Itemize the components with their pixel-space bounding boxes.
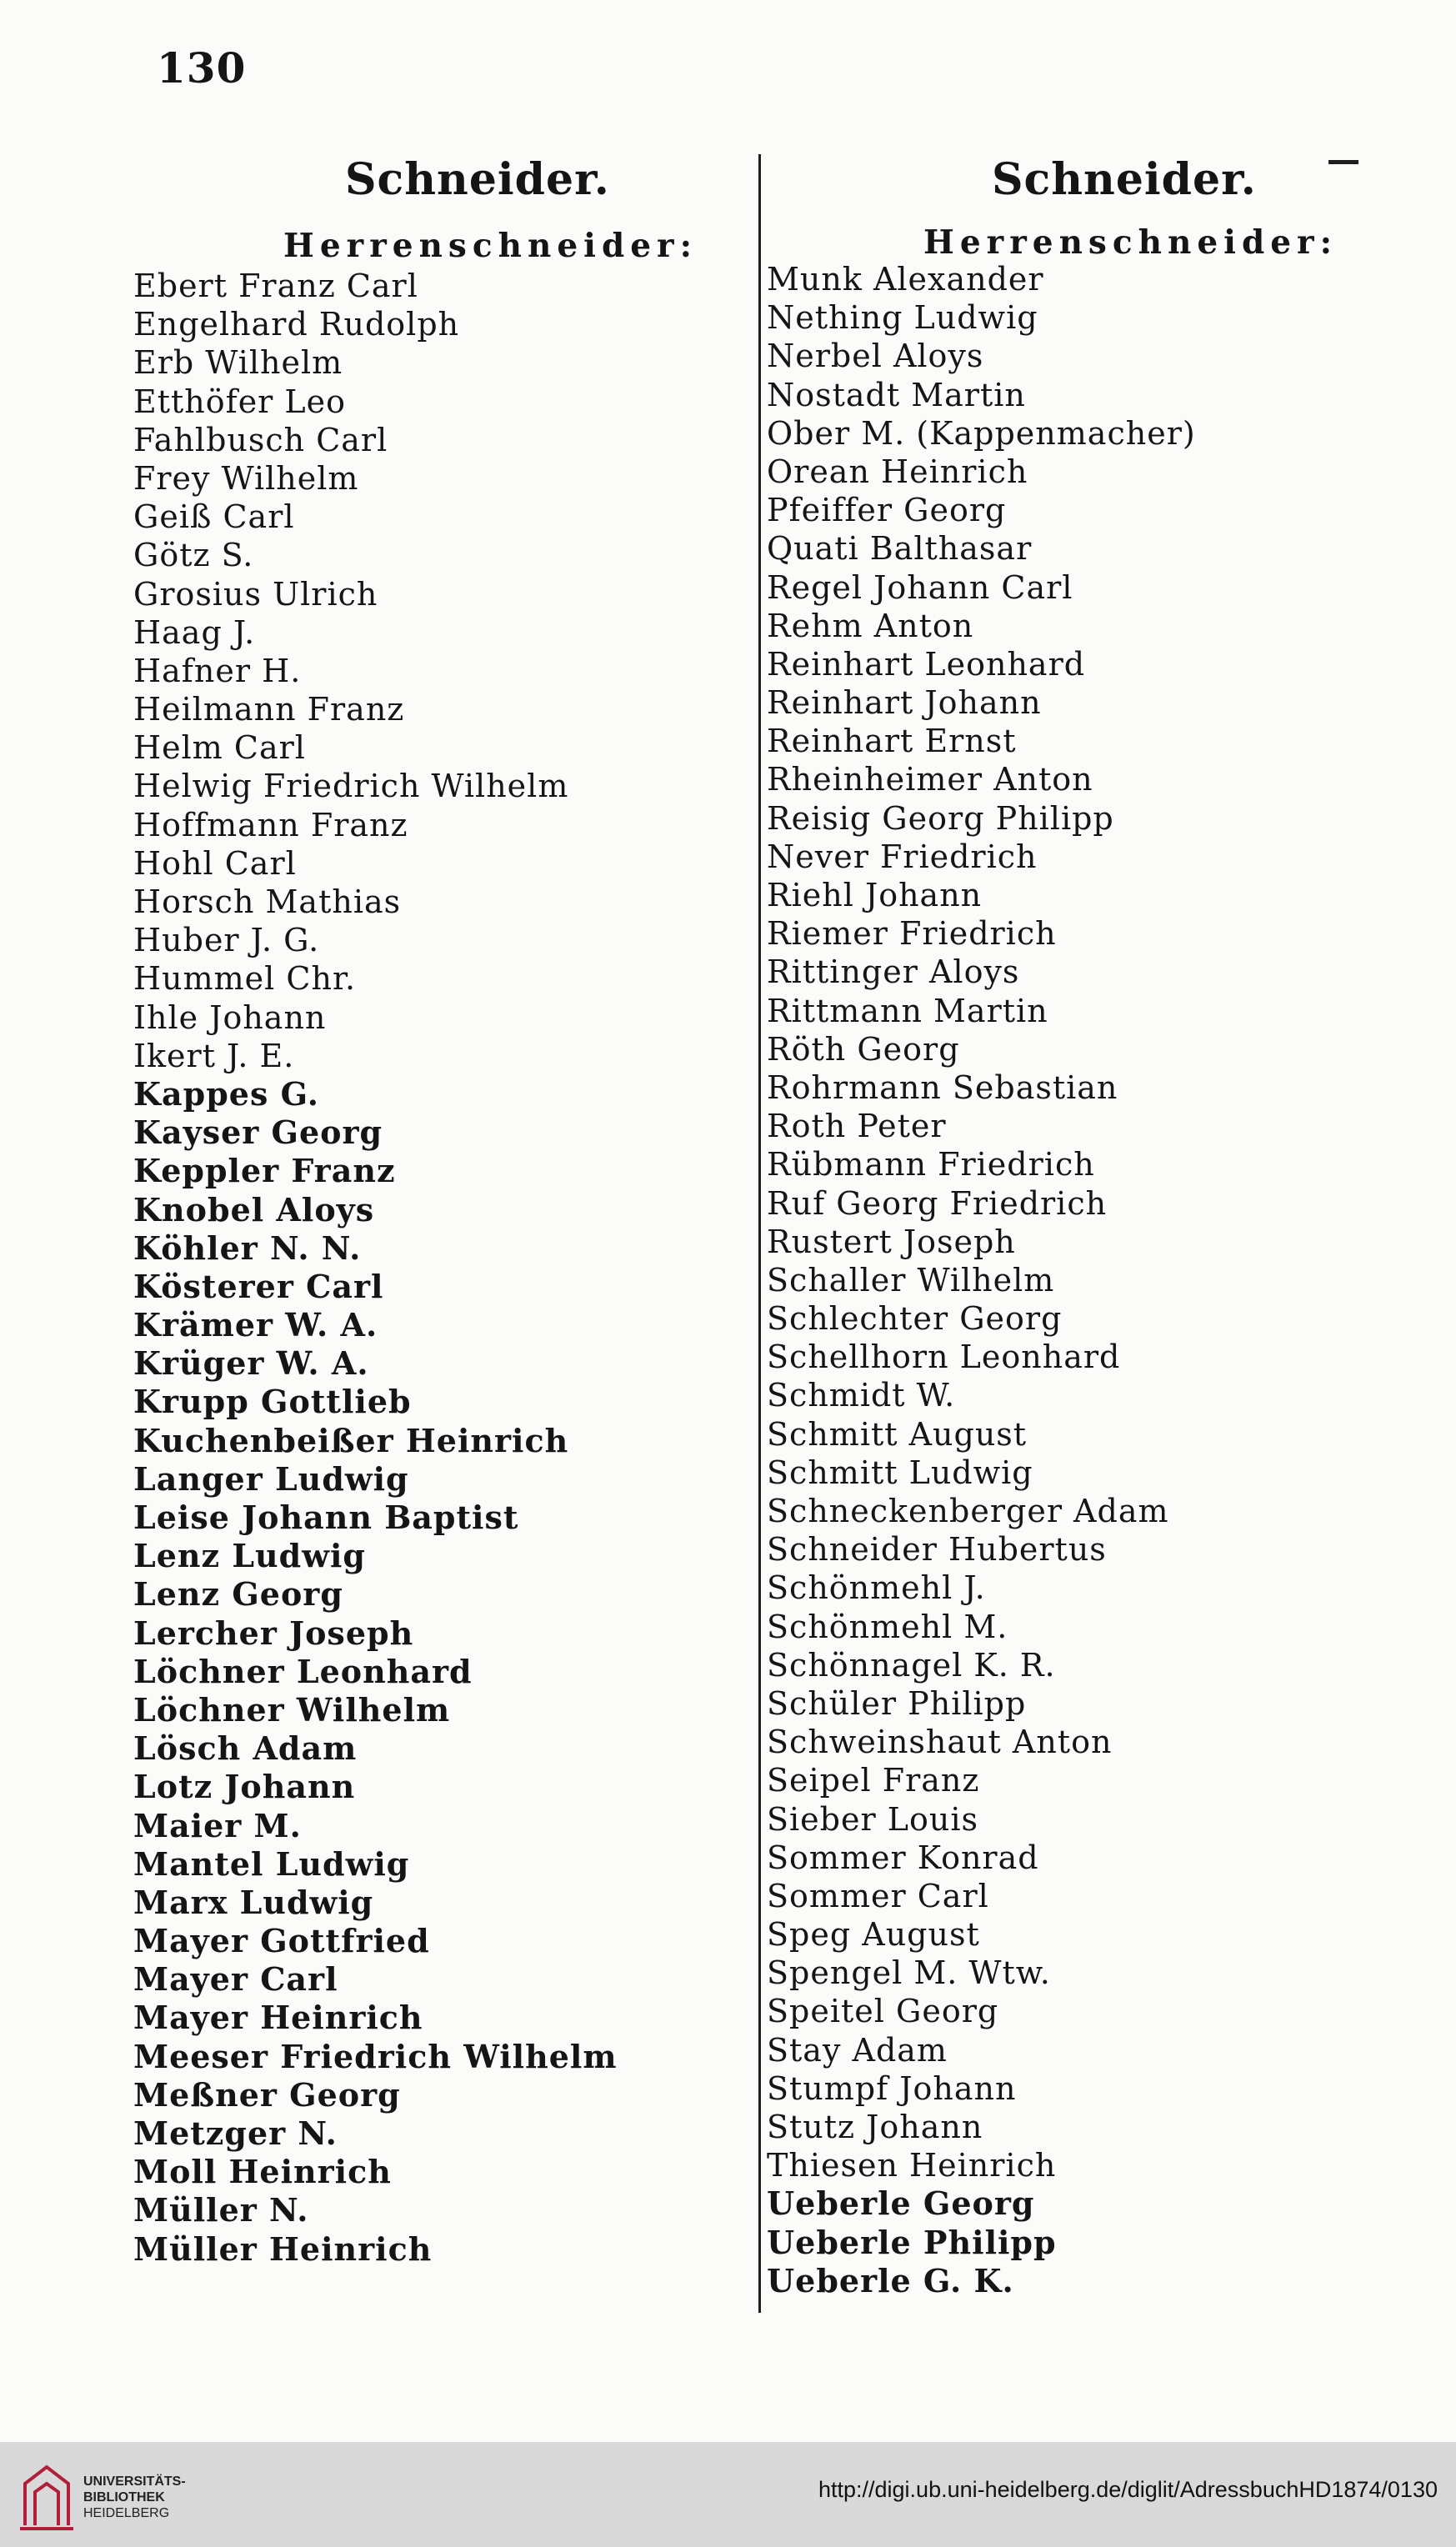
directory-entry: Schellhorn Leonhard bbox=[767, 1339, 1121, 1376]
directory-entry: Metzger N. bbox=[133, 2114, 338, 2152]
directory-entry: Kuchenbeißer Heinrich bbox=[133, 1421, 569, 1459]
directory-entry: Quati Balthasar bbox=[767, 530, 1033, 568]
directory-entry: Schönmehl M. bbox=[767, 1608, 1008, 1645]
directory-entry: Mayer Carl bbox=[133, 1960, 338, 1999]
directory-entry: Müller N. bbox=[133, 2191, 309, 2229]
directory-entry: Hoffmann Franz bbox=[133, 806, 408, 843]
directory-entry: Köhler N. N. bbox=[133, 1228, 362, 1267]
directory-entry: Etthöfer Leo bbox=[133, 383, 347, 420]
left-column-title: Schneider. bbox=[345, 154, 610, 205]
directory-entry: Löchner Leonhard bbox=[133, 1652, 473, 1690]
library-name-line2: BIBLIOTHEK bbox=[83, 2490, 165, 2504]
directory-entry: Krämer W. A. bbox=[133, 1306, 378, 1344]
directory-entry: Löchner Wilhelm bbox=[133, 1690, 451, 1729]
directory-entry: Ueberle G. K. bbox=[767, 2261, 1014, 2299]
page-number: 130 bbox=[157, 43, 247, 93]
directory-entry: Stay Adam bbox=[767, 2031, 948, 2069]
directory-entry: Horsch Mathias bbox=[133, 883, 402, 920]
directory-entry: Lotz Johann bbox=[133, 1768, 356, 1806]
directory-entry: Riehl Johann bbox=[767, 877, 983, 913]
library-name bbox=[83, 2474, 186, 2521]
directory-entry: Hafner H. bbox=[133, 652, 302, 689]
directory-entry: Mayer Heinrich bbox=[133, 1999, 423, 2037]
directory-entry: Schaller Wilhelm bbox=[767, 1261, 1055, 1299]
university-library-logo-icon bbox=[17, 2459, 77, 2534]
permalink-url[interactable]: http://digi.ub.uni-heidelberg.de/diglit/AdressbuchHD1874/0130 bbox=[818, 2477, 1438, 2502]
left-column bbox=[133, 147, 750, 2269]
right-column-subtitle: Herrenschneider: bbox=[923, 223, 1338, 262]
directory-entry: Ikert J. E. bbox=[133, 1037, 295, 1074]
directory-entry: Erb Wilhelm bbox=[133, 344, 343, 382]
directory-entry: Schneider Hubertus bbox=[767, 1531, 1107, 1569]
directory-entry: Sommer Konrad bbox=[767, 1839, 1039, 1876]
directory-entry: Kösterer Carl bbox=[133, 1267, 384, 1305]
directory-entry: Ihle Johann bbox=[133, 998, 327, 1036]
directory-entry: Rehm Anton bbox=[767, 607, 974, 644]
directory-entry: Ober M. (Kappenmacher) bbox=[767, 414, 1196, 452]
directory-entry: Frey Wilhelm bbox=[133, 459, 359, 497]
directory-entry: Keppler Franz bbox=[133, 1152, 396, 1190]
directory-entry: Mayer Gottfried bbox=[133, 1922, 430, 1960]
directory-entry: Geiß Carl bbox=[133, 498, 295, 536]
column-divider bbox=[758, 154, 761, 2313]
directory-entry: Schmitt August bbox=[767, 1415, 1028, 1453]
directory-entry: Kayser Georg bbox=[133, 1113, 383, 1152]
directory-entry: Engelhard Rudolph bbox=[133, 306, 460, 343]
viewer-footer bbox=[0, 2442, 1456, 2547]
directory-entry: Schönnagel K. R. bbox=[767, 1646, 1056, 1684]
directory-entry: Rohrmann Sebastian bbox=[767, 1068, 1118, 1106]
directory-entry: Rittinger Aloys bbox=[767, 953, 1020, 991]
left-entry-list bbox=[133, 267, 750, 2269]
directory-entry: Stutz Johann bbox=[767, 2109, 983, 2145]
directory-entry: Grosius Ulrich bbox=[133, 575, 378, 613]
directory-entry: Munk Alexander bbox=[767, 261, 1044, 298]
directory-entry: Stumpf Johann bbox=[767, 2069, 1017, 2107]
directory-entry: Speitel Georg bbox=[767, 1993, 999, 2030]
directory-entry: Nerbel Aloys bbox=[767, 338, 984, 375]
directory-entry: Schlechter Georg bbox=[767, 1300, 1063, 1338]
directory-entry: Never Friedrich bbox=[767, 838, 1038, 875]
directory-entry: Rübmann Friedrich bbox=[767, 1146, 1095, 1183]
right-column-title: Schneider. bbox=[992, 154, 1257, 205]
directory-entry: Regel Johann Carl bbox=[767, 568, 1073, 606]
directory-entry: Reinhart Leonhard bbox=[767, 645, 1086, 683]
left-column-subtitle: Herrenschneider: bbox=[283, 227, 698, 265]
directory-entry: Reinhart Ernst bbox=[767, 723, 1017, 760]
directory-entry: Rheinheimer Anton bbox=[767, 761, 1093, 798]
directory-entry: Schweinshaut Anton bbox=[767, 1724, 1113, 1761]
directory-entry: Schneckenberger Adam bbox=[767, 1493, 1169, 1529]
directory-entry: Orean Heinrich bbox=[767, 453, 1028, 490]
directory-entry: Ueberle Georg bbox=[767, 2184, 1035, 2223]
directory-entry: Heilmann Franz bbox=[133, 691, 405, 728]
directory-entry: Hummel Chr. bbox=[133, 960, 357, 998]
directory-entry: Kappes G. bbox=[133, 1074, 319, 1113]
directory-entry: Meeser Friedrich Wilhelm bbox=[133, 2037, 618, 2075]
directory-entry: Maier M. bbox=[133, 1806, 302, 1844]
directory-entry: Knobel Aloys bbox=[133, 1190, 375, 1228]
directory-entry: Helm Carl bbox=[133, 729, 306, 767]
directory-entry: Nething Ludwig bbox=[767, 299, 1038, 337]
directory-entry: Fahlbusch Carl bbox=[133, 421, 388, 458]
directory-entry: Moll Heinrich bbox=[133, 2153, 392, 2191]
directory-entry: Langer Ludwig bbox=[133, 1459, 409, 1498]
library-name-line3: HEIDELBERG bbox=[83, 2506, 170, 2520]
directory-entry: Riemer Friedrich bbox=[767, 915, 1057, 953]
directory-entry: Meßner Georg bbox=[133, 2075, 401, 2114]
directory-entry: Seipel Franz bbox=[767, 1762, 980, 1799]
directory-entry: Nostadt Martin bbox=[767, 376, 1026, 413]
directory-entry: Schönmehl J. bbox=[767, 1569, 986, 1607]
directory-entry: Roth Peter bbox=[767, 1108, 947, 1145]
directory-entry: Mantel Ludwig bbox=[133, 1844, 410, 1883]
directory-entry: Sommer Carl bbox=[767, 1877, 989, 1914]
directory-entry: Lercher Joseph bbox=[133, 1614, 414, 1652]
directory-entry: Krüger W. A. bbox=[133, 1344, 369, 1383]
directory-entry: Reinhart Johann bbox=[767, 684, 1042, 722]
directory-entry: Lenz Georg bbox=[133, 1575, 343, 1614]
right-entry-list bbox=[767, 260, 1350, 2300]
directory-entry: Schmidt W. bbox=[767, 1377, 956, 1414]
directory-entry: Götz S. bbox=[133, 537, 254, 574]
directory-entry: Ruf Georg Friedrich bbox=[767, 1184, 1108, 1222]
right-column bbox=[767, 147, 1350, 2300]
directory-entry: Helwig Friedrich Wilhelm bbox=[133, 768, 569, 805]
directory-entry: Pfeiffer Georg bbox=[767, 492, 1007, 529]
directory-entry: Rustert Joseph bbox=[767, 1223, 1016, 1260]
directory-entry: Lenz Ludwig bbox=[133, 1537, 366, 1575]
directory-entry: Sieber Louis bbox=[767, 1800, 978, 1838]
directory-entry: Spengel M. Wtw. bbox=[767, 1954, 1051, 1992]
directory-entry: Rittmann Martin bbox=[767, 992, 1048, 1029]
library-name-line1: UNIVERSITÄTS- bbox=[83, 2474, 186, 2489]
directory-entry: Krupp Gottlieb bbox=[133, 1383, 412, 1421]
directory-entry: Speg August bbox=[767, 1916, 980, 1954]
directory-entry: Ebert Franz Carl bbox=[133, 268, 418, 304]
directory-entry: Ueberle Philipp bbox=[767, 2223, 1057, 2261]
directory-entry: Haag J. bbox=[133, 613, 256, 651]
directory-entry: Hohl Carl bbox=[133, 844, 297, 882]
directory-entry: Thiesen Heinrich bbox=[767, 2147, 1057, 2184]
directory-entry: Huber J. G. bbox=[133, 922, 320, 959]
directory-entry: Lösch Adam bbox=[133, 1729, 358, 1768]
directory-entry: Leise Johann Baptist bbox=[133, 1499, 519, 1536]
directory-entry: Schmitt Ludwig bbox=[767, 1454, 1033, 1491]
directory-entry: Marx Ludwig bbox=[133, 1883, 374, 1921]
directory-entry: Müller Heinrich bbox=[133, 2229, 433, 2268]
directory-entry: Schüler Philipp bbox=[767, 1684, 1027, 1722]
directory-entry: Reisig Georg Philipp bbox=[767, 799, 1114, 837]
directory-entry: Röth Georg bbox=[767, 1030, 960, 1068]
